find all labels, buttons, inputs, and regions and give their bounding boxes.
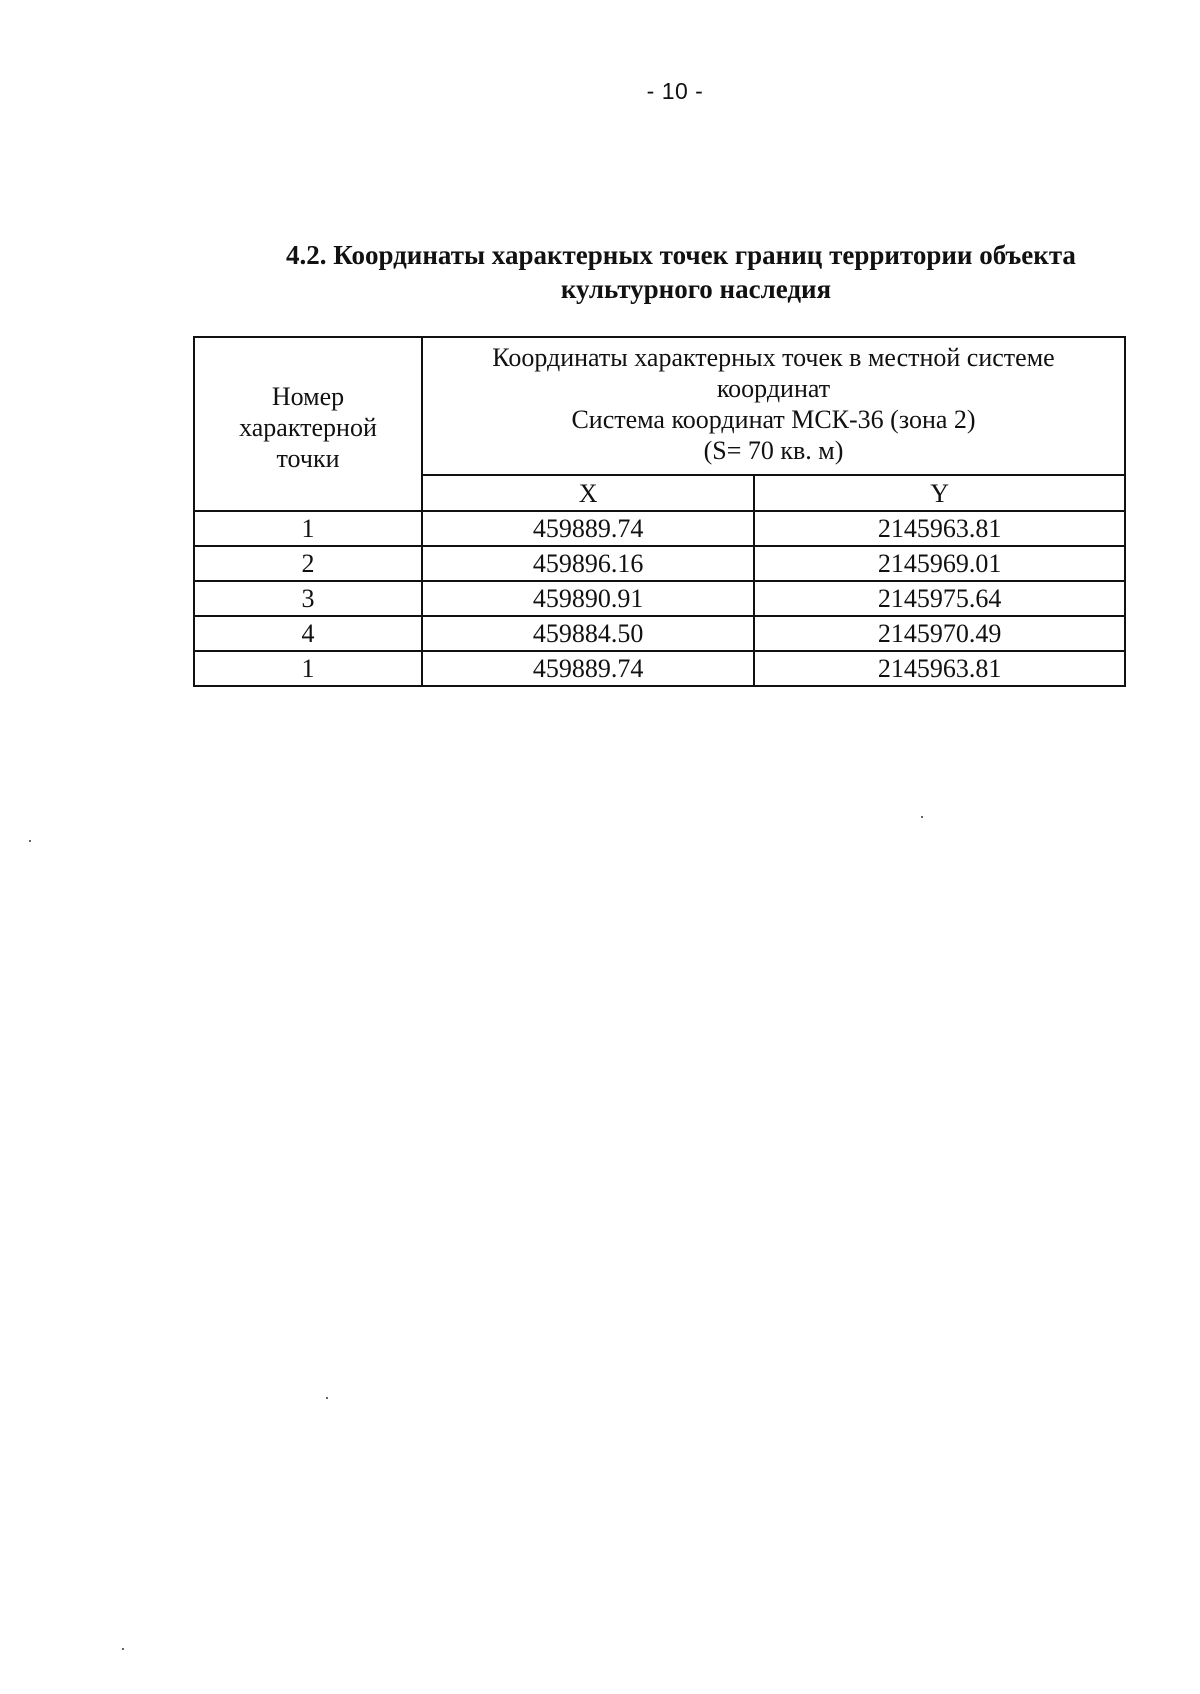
point-header-line: точки [276, 443, 340, 473]
system-header-line: координат [716, 374, 831, 403]
x-column-header: X [422, 475, 754, 511]
y-coordinate-cell: 2145970.49 [754, 616, 1125, 651]
table-row [194, 546, 1125, 581]
point-number-cell: 1 [194, 511, 422, 546]
y-coordinate-cell: 2145969.01 [754, 546, 1125, 581]
coordinate-system-header [422, 337, 1125, 475]
point-number-cell: 4 [194, 616, 422, 651]
point-number-cell: 3 [194, 581, 422, 616]
table-row [194, 651, 1125, 686]
section-title [286, 238, 1146, 306]
y-coordinate-cell: 2145963.81 [754, 651, 1125, 686]
y-column-header: Y [754, 475, 1125, 511]
scan-speck [29, 840, 31, 842]
coordinates-table [193, 336, 1126, 687]
system-header-line: Система координат МСК-36 (зона 2) [571, 405, 976, 434]
y-coordinate-cell: 2145975.64 [754, 581, 1125, 616]
system-header-line: Координаты характерных точек в местной системе [492, 343, 1055, 372]
x-coordinate-cell: 459889.74 [422, 651, 754, 686]
section-title-line-2: культурного наследия [560, 274, 832, 304]
point-header-line: характерной [239, 412, 377, 442]
system-header-line: (S= 70 кв. м) [703, 436, 844, 465]
point-number-cell: 2 [194, 546, 422, 581]
x-coordinate-cell: 459896.16 [422, 546, 754, 581]
table-row [194, 616, 1125, 651]
table-header-row [194, 337, 1125, 475]
x-coordinate-cell: 459889.74 [422, 511, 754, 546]
point-number-cell: 1 [194, 651, 422, 686]
scan-speck [921, 816, 923, 818]
scan-speck [326, 1397, 328, 1399]
scan-speck [122, 1648, 124, 1650]
point-number-header [194, 337, 422, 511]
section-title-line-1: 4.2. Координаты характерных точек границ территории объекта [286, 240, 1076, 270]
table-row [194, 581, 1125, 616]
x-coordinate-cell: 459884.50 [422, 616, 754, 651]
page-number: - 10 - [646, 78, 704, 104]
x-coordinate-cell: 459890.91 [422, 581, 754, 616]
y-coordinate-cell: 2145963.81 [754, 511, 1125, 546]
table-row [194, 511, 1125, 546]
point-header-line: Номер [271, 381, 345, 411]
